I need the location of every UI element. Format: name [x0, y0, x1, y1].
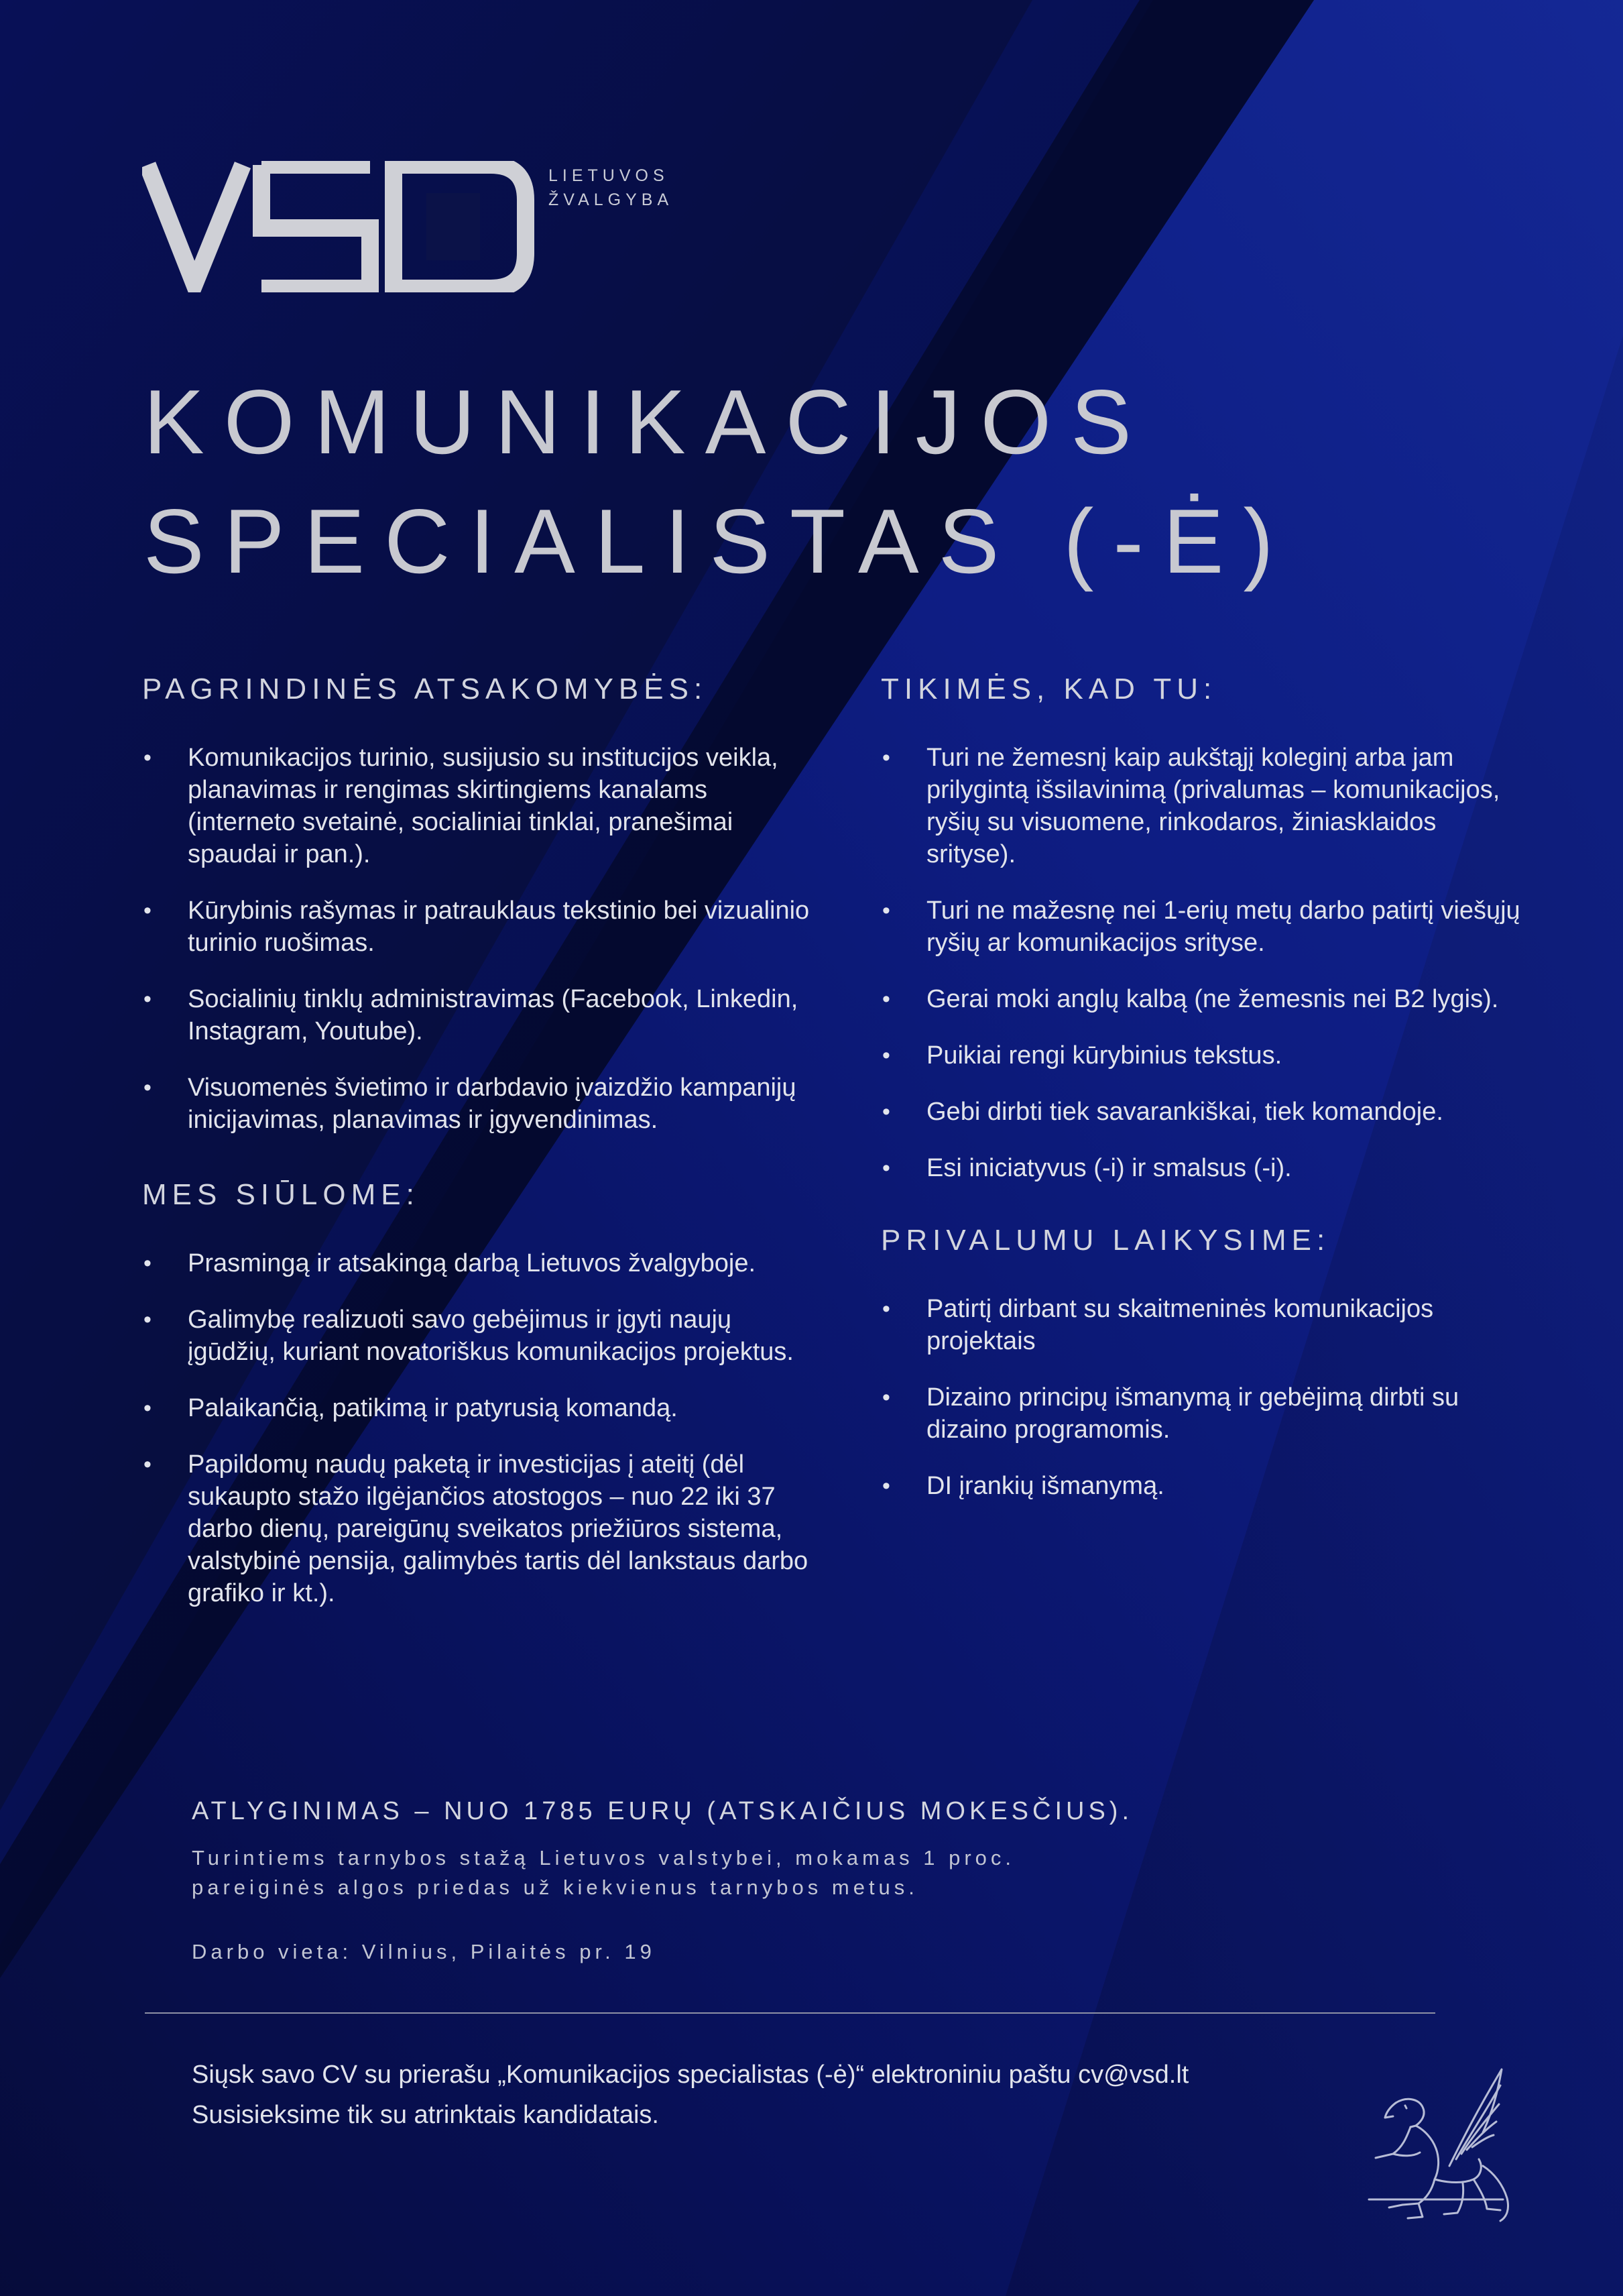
list-item-text: Socialinių tinklų administravimas (Facebook, Linkedin, Instagram, Youtube). [188, 985, 798, 1045]
footer-contact-note: Susisieksime tik su atrinktais kandidatais. [192, 2101, 659, 2129]
expectations-list [881, 742, 1524, 1184]
list-item [142, 1247, 819, 1279]
right-column [881, 671, 1524, 1526]
bullet-icon: • [143, 898, 152, 923]
bullet-icon: • [882, 986, 890, 1012]
bullet-icon: • [143, 1251, 152, 1276]
footer-apply-line: Siųsk savo CV su prierašu „Komunikacijos specialistas (-ė)“ elektroniniu paštu cv@vsd.lt [192, 2061, 1189, 2089]
list-item-text: Galimybę realizuoti savo gebėjimus ir įgyti naujų įgūdžių, kuriant novatoriškus komunikacijos projektus. [188, 1306, 794, 1366]
bullet-icon: • [143, 1452, 152, 1477]
list-item [142, 983, 819, 1047]
bullet-icon: • [143, 1395, 152, 1421]
vsd-logo [142, 161, 538, 292]
bullet-icon: • [882, 1385, 890, 1410]
list-item [881, 1152, 1524, 1184]
list-item [881, 895, 1524, 959]
expectations-section [881, 671, 1524, 1184]
bullet-icon: • [882, 1099, 890, 1125]
logo-subtitle [548, 164, 673, 212]
divider [145, 2012, 1435, 2014]
offer-list [142, 1247, 819, 1609]
responsibilities-heading: PAGRINDINĖS ATSAKOMYBĖS: [142, 673, 708, 705]
list-item-text: Gebi dirbti tiek savarankiškai, tiek komandoje. [926, 1098, 1443, 1126]
list-item [881, 983, 1524, 1015]
list-item [142, 895, 819, 959]
list-item [881, 1381, 1524, 1446]
offer-heading: MES SIŪLOME: [142, 1178, 420, 1211]
expectations-heading: TIKIMĖS, KAD TU: [881, 673, 1217, 705]
salary-heading: ATLYGINIMAS – NUO 1785 EURŲ (ATSKAIČIUS MOKESČIUS). [192, 1797, 1134, 1825]
responsibilities-list [142, 742, 819, 1136]
list-item-text: Prasmingą ir atsakingą darbą Lietuvos žvalgyboje. [188, 1249, 756, 1277]
list-item [881, 742, 1524, 870]
logo-subtitle-line1: LIETUVOS [548, 166, 669, 185]
list-item-text: Papildomų naudų paketą ir investicijas į ateitį (dėl sukaupto stažo ilgėjančios atostogos – nuo 22 iki 37 darbo dienų, pareigūnų sveikatos priežiūros sistema, valstybinė pensija, galimybės tartis dėl lankstaus darbo grafiko ir kt.). [188, 1450, 808, 1607]
salary-note [192, 1843, 1532, 1902]
list-item-text: Komunikacijos turinio, susijusio su institucijos veikla, planavimas ir rengimas skirtingiems kanalams (interneto svetainė, socialiniai tinklai, pranešimai spaudai ir pan.). [188, 744, 778, 868]
salary-note-line1: Turintiems tarnybos stažą Lietuvos valstybei, mokamas 1 proc. [192, 1846, 1016, 1870]
offer-section [142, 1176, 819, 1609]
title-line2: SPECIALISTAS (-Ė) [143, 490, 1293, 592]
logo-subtitle-line2: ŽVALGYBA [548, 190, 674, 209]
bullet-icon: • [882, 1155, 890, 1181]
bullet-icon: • [143, 1307, 152, 1332]
bullet-icon: • [143, 1075, 152, 1100]
footer [192, 2055, 1189, 2135]
list-item-text: Puikiai rengi kūrybinius tekstus. [926, 1041, 1282, 1070]
list-item-text: Gerai moki anglų kalbą (ne žemesnis nei B2 lygis). [926, 985, 1499, 1013]
title-line1: KOMUNIKACIJOS [143, 371, 1151, 473]
list-item-text: Dizaino principų išmanymą ir gebėjimą dirbti su dizaino programomis. [926, 1383, 1459, 1444]
list-item-text: Palaikančią, patikimą ir patyrusią komandą. [188, 1394, 678, 1422]
bullet-icon: • [882, 1473, 890, 1499]
list-item-text: Patirtį dirbant su skaitmeninės komunikacijos projektais [926, 1295, 1434, 1355]
bullet-icon: • [882, 1296, 890, 1322]
list-item [881, 1470, 1524, 1502]
responsibilities-section [142, 671, 819, 1136]
left-column [142, 671, 819, 1633]
list-item [142, 1448, 819, 1609]
salary-section [192, 1797, 1532, 1964]
page-title [143, 362, 1293, 601]
list-item-text: Visuomenės švietimo ir darbdavio įvaizdžio kampanijų inicijavimas, planavimas ir įgyvendinimas. [188, 1074, 796, 1134]
bullet-icon: • [882, 898, 890, 923]
bullet-icon: • [882, 1043, 890, 1068]
list-item [142, 1072, 819, 1136]
list-item [142, 1304, 819, 1368]
list-item [881, 1096, 1524, 1128]
bullet-icon: • [143, 745, 152, 770]
bullet-icon: • [143, 986, 152, 1012]
list-item-text: Esi iniciatyvus (-i) ir smalsus (-i). [926, 1154, 1292, 1182]
list-item-text: Turi ne žemesnį kaip aukštąjį koleginį arba jam prilygintą išsilavinimą (privalumas – komunikacijos, ryšių su visuomene, rinkodaros, žiniasklaidos srityse). [926, 744, 1500, 868]
list-item [881, 1039, 1524, 1072]
salary-note-line2: pareiginės algos priedas už kiekvienus tarnybos metus. [192, 1876, 918, 1899]
advantages-list [881, 1293, 1524, 1502]
list-item [142, 742, 819, 870]
bullet-icon: • [882, 745, 890, 770]
list-item [142, 1392, 819, 1424]
work-place: Darbo vieta: Vilnius, Pilaitės pr. 19 [192, 1940, 656, 1963]
advantages-section [881, 1222, 1524, 1502]
list-item-text: DI įrankių išmanymą. [926, 1472, 1164, 1500]
griffin-icon [1349, 2065, 1516, 2226]
advantages-heading: PRIVALUMU LAIKYSIME: [881, 1224, 1331, 1257]
list-item-text: Turi ne mažesnę nei 1-erių metų darbo patirtį viešųjų ryšių ar komunikacijos srityse. [926, 897, 1520, 957]
list-item-text: Kūrybinis rašymas ir patrauklaus tekstinio bei vizualinio turinio ruošimas. [188, 897, 810, 957]
list-item [881, 1293, 1524, 1357]
